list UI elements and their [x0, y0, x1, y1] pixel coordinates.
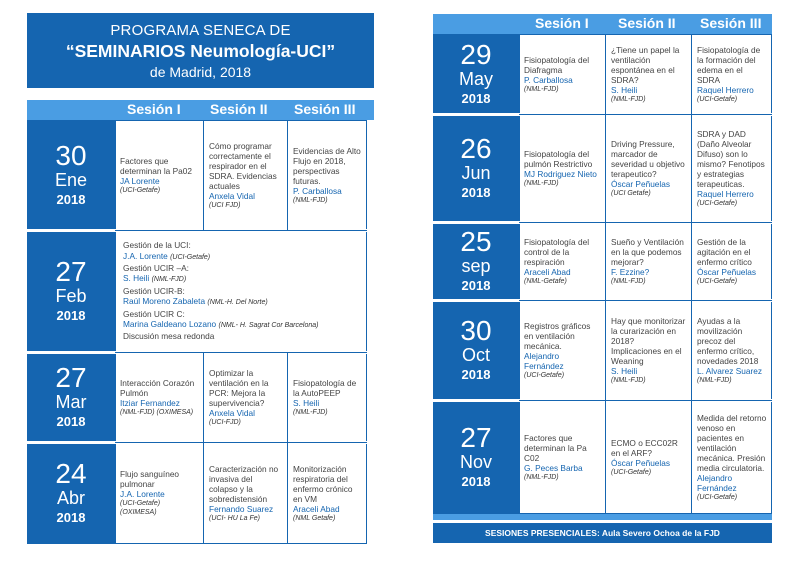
speaker-name: Fernando Suarez	[209, 503, 274, 514]
date-day: 30	[460, 315, 492, 346]
speaker-institution: (NML- H. Sagrat Cor Barcelona)	[218, 322, 319, 330]
session-cell	[519, 114, 605, 222]
session-line	[123, 251, 359, 263]
speaker-institution: (NML-FJD)	[151, 276, 187, 284]
header-line-2: “SEMINARIOS Neumología-UCI”	[65, 41, 336, 61]
session-date	[433, 34, 519, 114]
session-line	[123, 319, 359, 331]
session-cell	[605, 300, 691, 400]
session-cell	[287, 442, 367, 544]
session-date	[433, 222, 519, 300]
session-header-1: Sesión I	[127, 101, 181, 117]
speaker-name: S. Heili	[611, 365, 638, 376]
right-session-headers	[433, 14, 772, 34]
session-date	[433, 300, 519, 400]
speaker-institution: (UCI-Getafe)	[524, 371, 565, 379]
session-date	[27, 120, 115, 230]
date-day: 29	[460, 39, 492, 70]
session-title: Fisiopatología de la AutoPEEP	[293, 377, 357, 398]
speaker-name: Marina Galdeano Lozano	[123, 319, 217, 330]
speaker-name: Itziar Fernandez	[120, 397, 180, 408]
session-title: Fisiopatología de la formación del edema en el SDRA	[697, 44, 761, 85]
session-date	[27, 230, 115, 352]
speaker-institution: (UCI- HU La Fe)	[209, 514, 260, 522]
date-year: 2018	[461, 278, 491, 293]
speaker-name: Anxela Vidal	[209, 407, 255, 418]
speaker-name: G. Peces Barba	[524, 462, 583, 473]
session-cell	[605, 34, 691, 114]
date-month: Oct	[461, 345, 490, 365]
schedule-row	[115, 120, 367, 230]
session-cell	[203, 352, 287, 442]
speaker-institution: (UCI-Getafe)	[611, 468, 652, 476]
session-line-text: Gestión UCIR-B:	[123, 285, 185, 296]
date-month: Ene	[54, 170, 88, 190]
session-cell	[691, 400, 772, 514]
session-title: Sueño y Ventilación en la que podemos mejorar?	[611, 236, 684, 267]
speaker-institution: (NML-FJD) (OXIMESA)	[120, 408, 194, 416]
session-header-1: Sesión I	[535, 15, 589, 31]
session-cell	[115, 442, 203, 544]
schedule-row	[115, 230, 367, 352]
session-title: Ayudas a la movilización precoz del enfermo crítico, novedades 2018	[697, 315, 759, 366]
speaker-name: S. Heili	[293, 397, 320, 408]
speaker-name: S. Heili	[611, 84, 638, 95]
footer-note: SESIONES PRESENCIALES: Aula Severo Ochoa de la FJD	[433, 523, 772, 543]
session-cell	[605, 400, 691, 514]
date-month: Nov	[459, 452, 492, 472]
speaker-name: Óscar Peñuelas	[697, 266, 757, 277]
speaker-name: J.A. Lorente	[123, 250, 168, 261]
date-year: 2018	[461, 185, 491, 200]
date-day: 24	[55, 458, 87, 489]
session-header-2: Sesión II	[210, 101, 268, 117]
schedule-row	[519, 300, 772, 400]
session-cell	[691, 34, 772, 114]
program-header	[27, 13, 374, 88]
date-month: Jun	[461, 163, 491, 183]
session-line	[123, 309, 359, 319]
speaker-institution: (UCI Getafe)	[611, 189, 651, 197]
session-title: Fisiopatología del pulmón Restrictivo	[524, 148, 593, 169]
speaker-institution: (NML-FJD)	[611, 277, 646, 285]
session-date	[27, 352, 115, 442]
date-year: 2018	[461, 474, 491, 489]
date-day: 25	[460, 226, 492, 257]
date-year: 2018	[461, 367, 491, 382]
speaker-institution: (UCI-Getafe) (OXIMESA)	[120, 500, 161, 516]
date-year: 2018	[56, 308, 86, 323]
session-title: Evidencias de Alto Flujo en 2018, perspectivas futuras.	[293, 145, 361, 186]
session-title: ECMO o ECC02R en el ARF?	[611, 437, 678, 458]
date-month: Abr	[56, 488, 85, 508]
session-cell	[203, 442, 287, 544]
session-title: Factores que determinan la Pa C02	[524, 432, 587, 463]
session-title: Factores que determinan la Pa02	[120, 155, 192, 176]
speaker-name: Anxela Vidal	[209, 190, 255, 201]
session-line	[123, 240, 359, 250]
session-title: Interacción Corazón Pulmón	[120, 377, 195, 398]
speaker-institution: (UCI-Getafe)	[697, 493, 738, 501]
session-cell	[115, 352, 203, 442]
session-title: Registros gráficos en ventilación mecánica.	[524, 320, 591, 351]
session-title: Driving Pressure, marcador de severidad u objetivo terapeutico?	[611, 138, 685, 179]
speaker-name: Raúl Moreno Zabaleta	[123, 296, 206, 307]
date-day: 27	[55, 362, 87, 393]
speaker-institution: (NML-FJD)	[524, 473, 559, 481]
schedule-row	[519, 114, 772, 222]
session-cell	[287, 352, 367, 442]
date-month: Feb	[55, 286, 87, 306]
date-year: 2018	[56, 192, 86, 207]
speaker-institution: (NML-FJD)	[697, 376, 732, 384]
speaker-institution: (NML-FJD)	[524, 85, 559, 93]
speaker-name: J.A. Lorente	[120, 489, 165, 499]
speaker-institution: (NML Getafe)	[293, 514, 336, 522]
session-title: Monitorización respiratoria del enfermo crónico en VM	[293, 463, 353, 504]
speaker-institution: (NML-FJD)	[293, 408, 328, 416]
session-cell	[605, 114, 691, 222]
date-year: 2018	[461, 91, 491, 106]
session-header-3: Sesión III	[700, 15, 762, 31]
schedule-row	[115, 442, 367, 544]
session-title: Caracterización no invasiva del colapso y la sobredistensión	[209, 463, 279, 504]
session-date	[433, 400, 519, 514]
date-day: 27	[55, 256, 87, 287]
right-accent-strip	[433, 514, 772, 520]
session-cell	[691, 114, 772, 222]
speaker-institution: (UCI-Getafe)	[697, 277, 738, 285]
speaker-institution: (NML-FJD)	[611, 376, 646, 384]
session-line	[123, 273, 359, 285]
session-cell	[519, 222, 605, 300]
schedule-row	[115, 352, 367, 442]
session-title: Gestión de la agitación en el enfermo crítico	[697, 236, 752, 267]
speaker-institution: (NML-H. Del Norte)	[207, 299, 268, 307]
session-line-text: Gestión UCIR C:	[123, 308, 185, 319]
session-line	[123, 263, 359, 273]
session-cell	[519, 300, 605, 400]
session-line	[123, 296, 359, 308]
schedule-row	[519, 34, 772, 114]
speaker-name: S. Heili	[123, 273, 150, 284]
session-date	[27, 442, 115, 544]
date-year: 2018	[56, 510, 86, 525]
session-title: Fisiopatología del Diafragma	[524, 54, 590, 75]
date-day: 26	[460, 133, 492, 164]
speaker-name: Alejandro Fernández	[524, 350, 564, 371]
speaker-institution: (UCI-Getafe)	[697, 199, 738, 207]
speaker-name: F. Ezzine?	[611, 266, 650, 277]
speaker-name: P. Carballosa	[293, 185, 342, 196]
session-title: ¿Tiene un papel la ventilación espontánea en el SDRA?	[611, 44, 680, 85]
session-cell	[203, 120, 287, 230]
speaker-name: MJ Rodriguez Nieto	[524, 168, 597, 179]
session-cell	[115, 120, 203, 230]
session-title: Cómo programar correctamente el respirador en el SDRA. Evidencias actuales	[209, 140, 277, 191]
session-title: Medida del retorno venoso en pacientes en ventilación mecánica. Presión media circulatoria.	[697, 412, 767, 473]
schedule-row	[519, 222, 772, 300]
speaker-institution: (NML-FJD)	[611, 95, 646, 103]
speaker-name: JA Lorente	[120, 175, 160, 186]
session-cell	[691, 300, 772, 400]
date-day: 30	[55, 140, 87, 171]
speaker-name: Raquel Herrero	[697, 84, 754, 95]
session-line	[123, 331, 359, 341]
session-line-text: Discusión mesa redonda	[123, 331, 215, 342]
session-cell	[519, 400, 605, 514]
speaker-name: Óscar Peñuelas	[611, 178, 671, 189]
speaker-institution: (UCI-FJD)	[209, 418, 241, 426]
left-session-headers	[27, 100, 374, 120]
speaker-institution: (NML-Getafe)	[524, 277, 567, 285]
management-session-cell	[115, 230, 367, 352]
session-title: Hay que monitorizar la curarización en 2018? Implicaciones en el Weaning	[611, 315, 686, 366]
speaker-name: L. Alvarez Suarez	[697, 365, 763, 376]
date-month: May	[458, 69, 493, 89]
session-title: Fisiopatología del control de la respiración	[524, 236, 590, 267]
speaker-institution: (UCI FJD)	[209, 201, 241, 209]
speaker-institution: (NML-FJD)	[524, 179, 559, 187]
speaker-name: Alejandro Fernández	[697, 472, 737, 493]
speaker-institution: (UCI-Getafe)	[120, 186, 161, 194]
speaker-name: Raquel Herrero	[697, 188, 754, 199]
header-line-3: de Madrid, 2018	[149, 64, 252, 80]
speaker-name: Óscar Peñuelas	[611, 457, 671, 468]
speaker-name: Araceli Abad	[293, 503, 340, 514]
header-line-1: PROGRAMA SENECA DE	[110, 22, 291, 39]
speaker-institution: (UCI-Getafe)	[170, 253, 211, 261]
session-line-text: Gestión de la UCI:	[123, 240, 191, 251]
speaker-name: Araceli Abad	[524, 266, 571, 277]
session-header-2: Sesión II	[618, 15, 676, 31]
speaker-institution: (UCI-Getafe)	[697, 95, 738, 103]
session-cell	[519, 34, 605, 114]
schedule-row	[519, 400, 772, 514]
date-year: 2018	[56, 414, 86, 429]
session-line	[123, 286, 359, 296]
date-day: 27	[460, 422, 492, 453]
session-date	[433, 114, 519, 222]
date-month: sep	[461, 256, 491, 276]
session-header-3: Sesión III	[294, 101, 356, 117]
speaker-institution: (NML-FJD)	[293, 196, 328, 204]
date-month: Mar	[55, 392, 87, 412]
speaker-name: P. Carballosa	[524, 74, 573, 85]
session-cell	[287, 120, 367, 230]
session-title: SDRA y DAD (Daño Alveolar Difuso) son lo mismo? Fenotipos y estrategias terapeuticas.	[697, 128, 765, 189]
session-title: Flujo sanguíneo pulmonar	[120, 469, 180, 489]
session-cell	[605, 222, 691, 300]
session-title: Optimizar la ventilación en la PCR: Mejora la supervivencia?	[209, 367, 269, 408]
session-line-text: Gestión UCIR –A:	[123, 262, 189, 273]
session-cell	[691, 222, 772, 300]
